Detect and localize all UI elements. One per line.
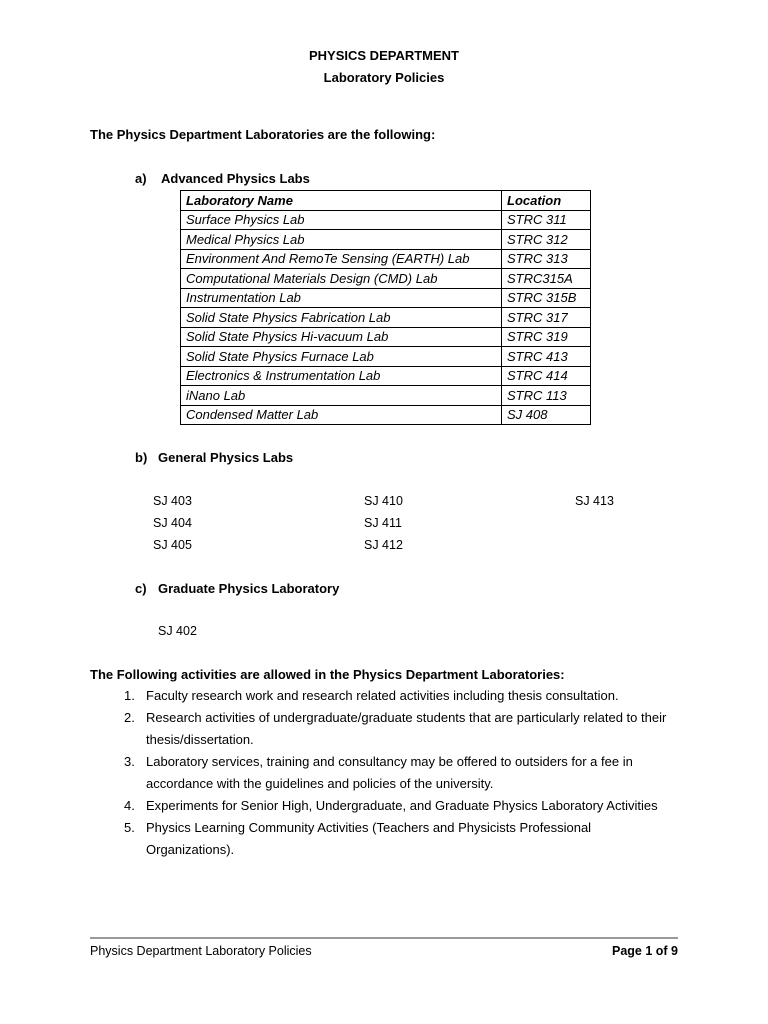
- lab-name-cell: Computational Materials Design (CMD) Lab: [181, 269, 502, 289]
- location-cell: STRC 319: [502, 327, 591, 347]
- lab-name-cell: iNano Lab: [181, 386, 502, 406]
- list-item-text: Faculty research work and research related activities including thesis consultation.: [146, 688, 619, 703]
- location-cell: SJ 408: [502, 405, 591, 425]
- table-row: [181, 269, 591, 289]
- list-item-text: Research activities of undergraduate/graduate students that are particularly related to their thesis/dissertation.: [146, 710, 667, 747]
- general-lab-room: SJ 404: [153, 516, 192, 530]
- list-item: [118, 795, 678, 817]
- document-subtitle: Laboratory Policies: [323, 70, 445, 85]
- list-item-text: Laboratory services, training and consultancy may be offered to outsiders for a fee in accordance with the guidelines and policies of the university.: [146, 754, 633, 791]
- general-lab-room: SJ 413: [575, 494, 614, 508]
- section-b-marker: b): [135, 450, 148, 465]
- table-row: [181, 230, 591, 250]
- list-item: [118, 751, 678, 795]
- lab-name-cell: Instrumentation Lab: [181, 288, 502, 308]
- general-lab-room: SJ 412: [364, 538, 403, 552]
- location-cell: STRC 312: [502, 230, 591, 250]
- table-row: [181, 249, 591, 269]
- general-lab-room: SJ 405: [153, 538, 192, 552]
- advanced-labs-table: [180, 190, 591, 425]
- list-item-number: 2.: [124, 710, 135, 725]
- footer-page-number: Page 1 of 9: [612, 944, 678, 958]
- location-cell: STRC 311: [502, 210, 591, 230]
- table-row: [181, 347, 591, 367]
- list-item-text: Physics Learning Community Activities (Teachers and Physicists Professional Organizations).: [146, 820, 592, 857]
- location-cell: STRC 414: [502, 366, 591, 386]
- lab-name-cell: Surface Physics Lab: [181, 210, 502, 230]
- section-a-marker: a): [135, 171, 147, 186]
- table-row: [181, 327, 591, 347]
- footer-divider: [90, 937, 678, 939]
- section-c-marker: c): [135, 581, 147, 596]
- list-item-number: 4.: [124, 798, 135, 813]
- location-cell: STRC315A: [502, 269, 591, 289]
- activities-heading: The Following activities are allowed in the Physics Department Laboratories:: [90, 667, 565, 682]
- column-header-lab-name: Laboratory Name: [181, 191, 502, 211]
- intro-heading: The Physics Department Laboratories are the following:: [90, 127, 436, 142]
- lab-name-cell: Condensed Matter Lab: [181, 405, 502, 425]
- section-b-heading: General Physics Labs: [158, 450, 294, 465]
- table-row: [181, 405, 591, 425]
- list-item: [118, 685, 678, 707]
- table-row: [181, 288, 591, 308]
- lab-name-cell: Solid State Physics Furnace Lab: [181, 347, 502, 367]
- table-row: [181, 386, 591, 406]
- general-lab-room: SJ 411: [364, 516, 402, 530]
- lab-name-cell: Electronics & Instrumentation Lab: [181, 366, 502, 386]
- document-title: PHYSICS DEPARTMENT: [309, 48, 459, 63]
- section-c-heading: Graduate Physics Laboratory: [158, 581, 340, 596]
- list-item-number: 1.: [124, 688, 135, 703]
- lab-name-cell: Solid State Physics Fabrication Lab: [181, 308, 502, 328]
- table-row: [181, 366, 591, 386]
- location-cell: STRC 413: [502, 347, 591, 367]
- list-item-number: 5.: [124, 820, 135, 835]
- table-header-row: [181, 191, 591, 211]
- graduate-lab-room: SJ 402: [158, 624, 197, 638]
- location-cell: STRC 317: [502, 308, 591, 328]
- list-item: [118, 707, 678, 751]
- list-item-number: 3.: [124, 754, 135, 769]
- general-lab-room: SJ 403: [153, 494, 192, 508]
- location-cell: STRC 315B: [502, 288, 591, 308]
- lab-name-cell: Environment And RemoTe Sensing (EARTH) Lab: [181, 249, 502, 269]
- lab-name-cell: Solid State Physics Hi-vacuum Lab: [181, 327, 502, 347]
- location-cell: STRC 113: [502, 386, 591, 406]
- section-a-heading: Advanced Physics Labs: [161, 171, 310, 186]
- table-row: [181, 308, 591, 328]
- list-item-text: Experiments for Senior High, Undergraduate, and Graduate Physics Laboratory Activities: [146, 798, 658, 813]
- location-cell: STRC 313: [502, 249, 591, 269]
- lab-name-cell: Medical Physics Lab: [181, 230, 502, 250]
- list-item: [118, 817, 678, 861]
- column-header-location: Location: [502, 191, 591, 211]
- activities-list: [118, 685, 678, 861]
- footer-document-name: Physics Department Laboratory Policies: [90, 944, 312, 958]
- general-lab-room: SJ 410: [364, 494, 403, 508]
- table-row: [181, 210, 591, 230]
